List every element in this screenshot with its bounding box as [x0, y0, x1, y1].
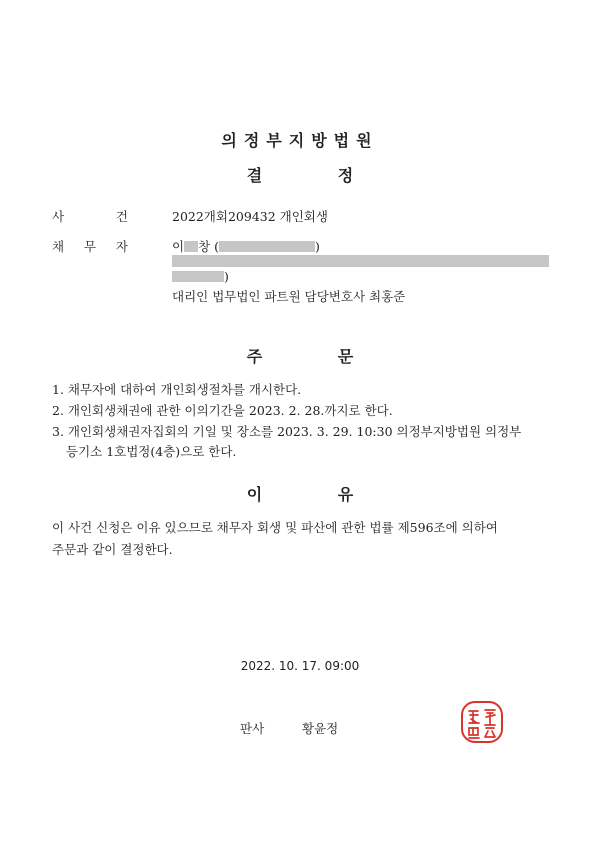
debtor-label-char: 채: [52, 239, 65, 254]
official-seal-icon: [458, 698, 506, 746]
redacted-name: [184, 241, 198, 252]
debtor-label-char: 자: [115, 239, 128, 254]
debtor-name-first: 이: [172, 239, 185, 254]
debtor-label-char: 무: [83, 239, 97, 254]
debtor-name-line: [172, 237, 320, 255]
judge-name: 황윤정: [302, 721, 339, 736]
order-item: 3. 개인회생채권자집회의 기일 및 장소를 2023. 3. 29. 10:30 의정부지방법원 의정부: [52, 424, 522, 439]
case-label: [52, 207, 128, 225]
case-label-char: 사: [52, 209, 65, 224]
judge-title: 판사: [240, 721, 265, 736]
decision-date: 2022. 10. 17. 09:00: [240, 659, 360, 673]
close-paren: ): [315, 239, 320, 254]
reason-text: 주문과 같이 결정한다.: [52, 542, 173, 557]
debtor-address-line2: [172, 269, 229, 284]
case-label-char: 건: [115, 209, 128, 224]
case-number: 2022개회209432 개인회생: [172, 209, 328, 224]
order-item: 1. 채무자에 대하여 개인회생절차를 개시한다.: [52, 382, 302, 397]
address-close-paren: ): [224, 269, 229, 284]
reason-heading: 이 유: [246, 485, 354, 504]
court-name: 의정부지방법원: [221, 131, 379, 150]
redacted-id-number: [219, 241, 315, 252]
redacted-address: [172, 255, 549, 267]
order-item: 2. 개인회생채권에 관한 이의기간을 2023. 2. 28.까지로 한다.: [52, 403, 393, 418]
document-type-heading: 결 정: [246, 166, 354, 185]
redacted-address-cont: [172, 271, 224, 282]
debtor-agent: 대리인 법무법인 파트원 담당변호사 최홍준: [172, 289, 406, 304]
order-item-continued: 등기소 1호법정(4층)으로 한다.: [66, 444, 237, 459]
debtor-label: [52, 237, 128, 255]
order-heading: 주 문: [246, 347, 354, 366]
reason-text: 이 사건 신청은 이유 있으므로 채무자 회생 및 파산에 관한 법률 제596조에 의하여: [52, 520, 498, 535]
debtor-name-last: 창 (: [198, 239, 220, 254]
